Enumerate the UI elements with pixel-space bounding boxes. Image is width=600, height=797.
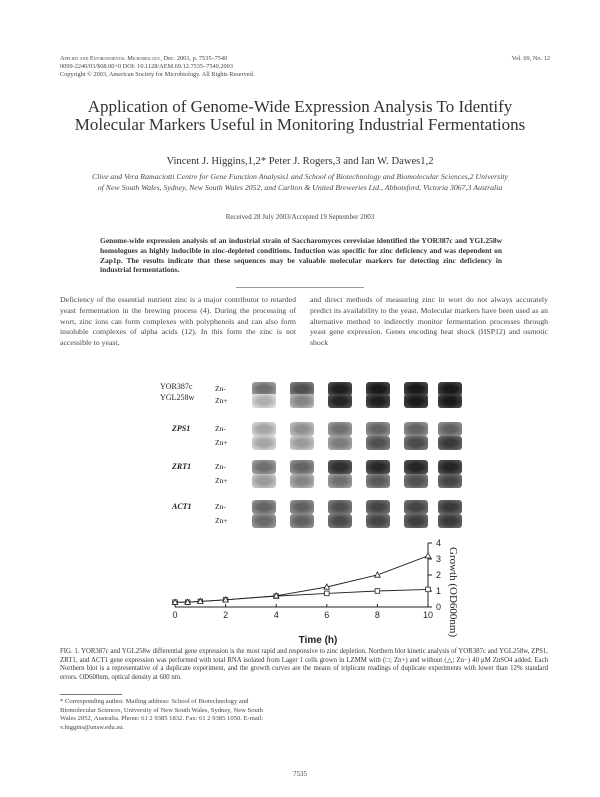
blot-band: [404, 394, 428, 408]
blot-band: [290, 514, 314, 528]
blot-band: [366, 474, 390, 488]
journal-header: [60, 55, 400, 79]
doi-line: 0099-2240/03/$08.00+0 DOI: 10.1128/AEM.69.12.7535–7540.2003: [60, 63, 233, 70]
gene-label-zps1: ZPS1: [172, 424, 191, 433]
y-tick-label: 2: [436, 570, 442, 580]
blot-band: [328, 460, 352, 474]
blot-band: [290, 394, 314, 408]
zn-minus-label: Zn-: [215, 384, 226, 393]
copyright-line: Copyright © 2003, American Society for Microbiology. All Rights Reserved.: [60, 71, 255, 78]
blot-band: [366, 500, 390, 514]
zn-minus-label: Zn-: [215, 462, 226, 471]
x-axis-title: Time (h): [298, 635, 338, 646]
x-tick-label: 6: [324, 610, 330, 620]
body-column-right: and direct methods of measuring zinc in wort do not always accurately predict its availability to the yeast. Molecular markers have been used as an alternative method to indirectly monitor fermentation processes through yeast gene expression. Genes encoding heat shock (HSP12) and osmotic shock: [310, 295, 548, 348]
volume-info: Vol. 69, No. 12: [511, 55, 550, 62]
gene-label-yor387c: YOR387c: [160, 382, 193, 391]
blot-band: [252, 460, 276, 474]
abstract-divider: [236, 287, 364, 288]
y-axis-title: Growth (OD600nm): [447, 547, 459, 638]
blot-band: [328, 474, 352, 488]
received-dates: Received 28 July 2003/Accepted 19 September 2003: [225, 213, 375, 221]
blot-band: [366, 514, 390, 528]
blot-band: [366, 436, 390, 450]
blot-band: [290, 460, 314, 474]
zn-minus-label: Zn-: [215, 424, 226, 433]
journal-name: Applied and Environmental Microbiology: [60, 55, 161, 62]
blot-band: [290, 422, 314, 436]
gene-label-zrt1: ZRT1: [172, 462, 192, 471]
blot-band: [328, 436, 352, 450]
footnote-divider: [60, 694, 122, 695]
y-tick-label: 1: [436, 586, 442, 596]
figure-caption: FIG. 1. YOR387c and YGL258w differential gene expression is the most rapid and responsive to zinc depletion. Northern blot kinetic analysis of YOR387c and YGL258w, ZPS1, ZRT1, and ACT1 gene expression was performed with total RNA isolated from Lager 1 cells grown in LZMM with (□; Zn+) and without (△; Zn−) 40 μM ZnSO4 added. Each Northern blot is a representative of a duplicate experiment, and the growth curves are the means of triplicate readings of duplicate experiments with lower than 12% standard errors. OD600nm, optical density at 600 nm.: [60, 648, 548, 681]
zn-plus-label: Zn+: [215, 438, 228, 447]
blot-band: [290, 500, 314, 514]
blot-band: [438, 474, 462, 488]
growth-chart: [150, 535, 480, 647]
blot-band: [438, 436, 462, 450]
blot-band: [252, 514, 276, 528]
blot-band: [438, 422, 462, 436]
blot-band: [290, 436, 314, 450]
x-tick-label: 10: [422, 610, 434, 620]
data-point-triangle: [425, 553, 431, 558]
article-title: Application of Genome-Wide Expression Analysis To Identify Molecular Markers Useful in Monitoring Industrial Fermentations: [74, 97, 526, 134]
author-list: Vincent J. Higgins,1,2* Peter J. Rogers,3 and Ian W. Dawes1,2: [166, 156, 434, 167]
blot-band: [366, 422, 390, 436]
body-column-left: Deficiency of the essential nutrient zinc is a major contributor to retarded yeast fermentation in the brewing process (4). During the processing of wort, zinc ions can form complexes with polyphenols and can also form insoluble complexes of alpha acids (12). In this form the zinc is not accessible to yeast,: [60, 295, 296, 348]
blot-band: [252, 500, 276, 514]
abstract: Genome-wide expression analysis of an industrial strain of Saccharomyces cerevisiae identified the YOR387c and YGL258w homologues as highly inducible in zinc-depleted conditions. Induction was specific for zinc deficiency and was dependent on Zap1p. The results indicate that these sequences may be valuable molecular markers for detecting zinc deficiency in industrial fermentations.: [100, 236, 502, 275]
blot-band: [328, 422, 352, 436]
blot-band: [438, 460, 462, 474]
blot-band: [404, 514, 428, 528]
data-point-square: [375, 589, 380, 594]
y-tick-label: 0: [436, 602, 442, 612]
blot-band: [404, 500, 428, 514]
zn-minus-label: Zn-: [215, 502, 226, 511]
blot-band: [252, 436, 276, 450]
x-tick-label: 4: [273, 610, 279, 620]
gene-label-ygl258w: YGL258w: [160, 393, 195, 402]
zn-plus-label: Zn+: [215, 516, 228, 525]
blot-band: [404, 436, 428, 450]
data-point-square: [325, 591, 330, 596]
blot-band: [404, 422, 428, 436]
zn-plus-label: Zn+: [215, 396, 228, 405]
corresponding-author-footnote: * Corresponding author. Mailing address: School of Biotechnology and Biomolecular Sciences, University of New South Wales, Sydney, New South Wales 2052, Australia. Phone: 61 2 9385 1832. Fax: 61 2 9385 1050. E-mail: v.higgins@unsw.edu.au.: [60, 698, 264, 731]
blot-band: [438, 514, 462, 528]
y-tick-label: 4: [436, 538, 442, 548]
x-tick-label: 0: [172, 610, 178, 620]
series-line: [175, 556, 428, 602]
blot-band: [252, 394, 276, 408]
data-point-square: [426, 587, 431, 592]
blot-band: [252, 422, 276, 436]
blot-band: [328, 514, 352, 528]
gene-label-act1: ACT1: [172, 502, 192, 511]
affiliations: Clive and Vera Ramaciotti Centre for Gene Function Analysis1 and School of Biotechnology and Biomolecular Sciences,2 University of New South Wales, Sydney, New South Wales 2052, and Carlton & United Breweries Ltd., Abbotsford, Victoria 3067,3 Australia: [92, 172, 508, 192]
issue-info: , Dec. 2003, p. 7535–7540: [160, 55, 228, 62]
zn-plus-label: Zn+: [215, 476, 228, 485]
chart-axes: [172, 538, 441, 620]
blot-band: [366, 460, 390, 474]
northern-blot-panel: [160, 370, 450, 540]
blot-band: [438, 500, 462, 514]
blot-band: [438, 394, 462, 408]
blot-band: [290, 474, 314, 488]
blot-band: [404, 460, 428, 474]
blot-band: [404, 474, 428, 488]
chart-series: [172, 553, 431, 605]
blot-band: [328, 500, 352, 514]
x-tick-label: 8: [374, 610, 380, 620]
page-number: 7535: [293, 770, 307, 778]
blot-band: [252, 474, 276, 488]
blot-band: [328, 394, 352, 408]
y-tick-label: 3: [436, 554, 442, 564]
x-tick-label: 2: [223, 610, 229, 620]
blot-band: [366, 394, 390, 408]
